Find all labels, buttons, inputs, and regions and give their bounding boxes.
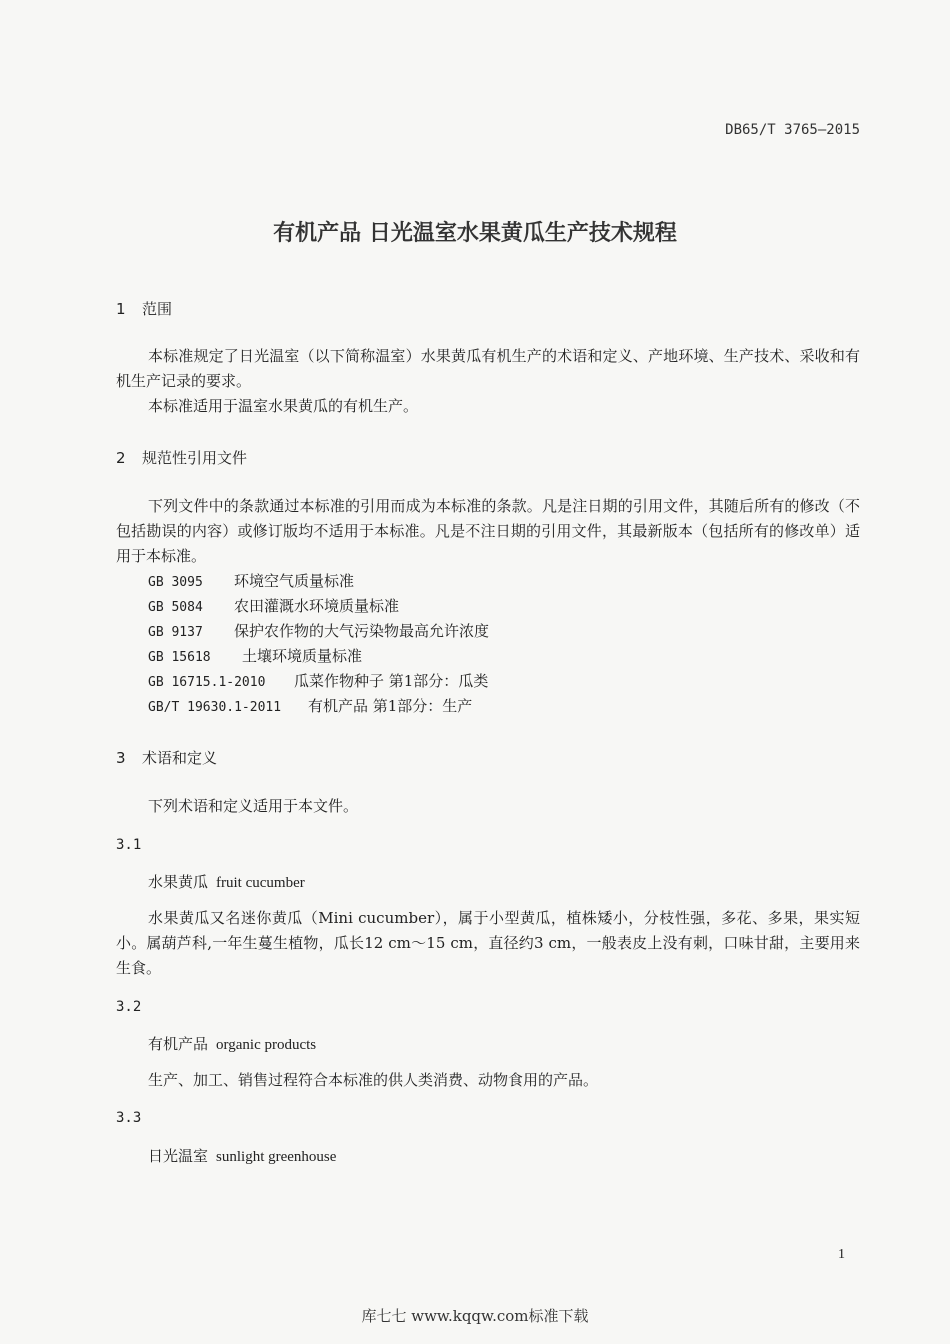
paragraph: 生产、加工、销售过程符合本标准的供人类消费、动物食用的产品。 (148, 1071, 599, 1089)
reference-name: 瓜菜作物种子 第1部分：瓜类 (294, 672, 489, 690)
reference-item (148, 570, 354, 591)
term-chinese: 有机产品 (148, 1035, 209, 1053)
reference-item (148, 620, 489, 641)
term-number: 3.2 (116, 999, 142, 1015)
reference-item (148, 670, 488, 691)
term-chinese: 水果黄瓜 (148, 873, 209, 891)
section-1-body (116, 344, 860, 419)
section-2-heading (116, 447, 247, 468)
paragraph: 下列术语和定义适用于本文件。 (148, 797, 359, 815)
reference-code: GB 3095 (148, 575, 203, 590)
reference-code: GB 15618 (148, 650, 211, 665)
reference-code: GB 16715.1-2010 (148, 675, 266, 690)
term-number: 3.3 (116, 1110, 142, 1126)
section-title: 规范性引用文件 (142, 449, 248, 467)
page-number: 1 (838, 1247, 845, 1262)
term-english: organic products (216, 1037, 317, 1053)
section-1-heading (116, 298, 172, 319)
paragraph: 水果黄瓜又名迷你黄瓜（Mini cucumber），属于小型黄瓜，植株矮小，分枝性强，多花、多果，果实短小。属葫芦科,一年生蔓生植物，瓜长12 cm～15 cm，直径约3 cm，一般表皮上没有刺，口味甘甜，主要用来生食。 (116, 909, 860, 977)
reference-name: 农田灌溉水环境质量标准 (234, 597, 400, 615)
term-title (148, 871, 305, 892)
document-title: 有机产品 日光温室水果黄瓜生产技术规程 (273, 221, 677, 246)
reference-item (148, 595, 399, 616)
section-title: 术语和定义 (142, 749, 218, 767)
reference-name: 土壤环境质量标准 (242, 647, 363, 665)
reference-name: 环境空气质量标准 (234, 572, 355, 590)
reference-code: GB 5084 (148, 600, 203, 615)
section-title: 范围 (142, 300, 173, 318)
section-3-intro (116, 794, 860, 819)
reference-code: GB/T 19630.1-2011 (148, 700, 282, 715)
reference-item (148, 695, 472, 716)
document-number: DB65/T 3765—2015 (725, 122, 860, 138)
term-title (148, 1145, 336, 1166)
reference-item (148, 645, 362, 666)
reference-name: 有机产品 第1部分：生产 (308, 697, 473, 715)
section-number: 3 (116, 749, 126, 767)
term-definition (116, 1068, 860, 1093)
term-definition (116, 906, 860, 981)
term-title (148, 1033, 316, 1054)
term-english: fruit cucumber (216, 875, 305, 891)
footer-watermark: 库七七 www.kqqw.com标准下载 (361, 1307, 589, 1325)
section-number: 2 (116, 449, 126, 467)
section-number: 1 (116, 300, 126, 318)
section-2-body (116, 494, 860, 569)
term-english: sunlight greenhouse (216, 1149, 337, 1165)
paragraph: 下列文件中的条款通过本标准的引用而成为本标准的条款。凡是注日期的引用文件，其随后所有的修改（不包括勘误的内容）或修订版均不适用于本标准。凡是不注日期的引用文件，其最新版本（包括所有的修改单）适用于本标准。 (116, 497, 860, 565)
term-number: 3.1 (116, 837, 142, 853)
section-3-heading (116, 747, 217, 768)
term-chinese: 日光温室 (148, 1147, 209, 1165)
reference-name: 保护农作物的大气污染物最高允许浓度 (234, 622, 490, 640)
paragraph: 本标准规定了日光温室（以下简称温室）水果黄瓜有机生产的术语和定义、产地环境、生产技术、采收和有机生产记录的要求。 (116, 347, 860, 390)
reference-code: GB 9137 (148, 625, 203, 640)
paragraph: 本标准适用于温室水果黄瓜的有机生产。 (148, 397, 419, 415)
